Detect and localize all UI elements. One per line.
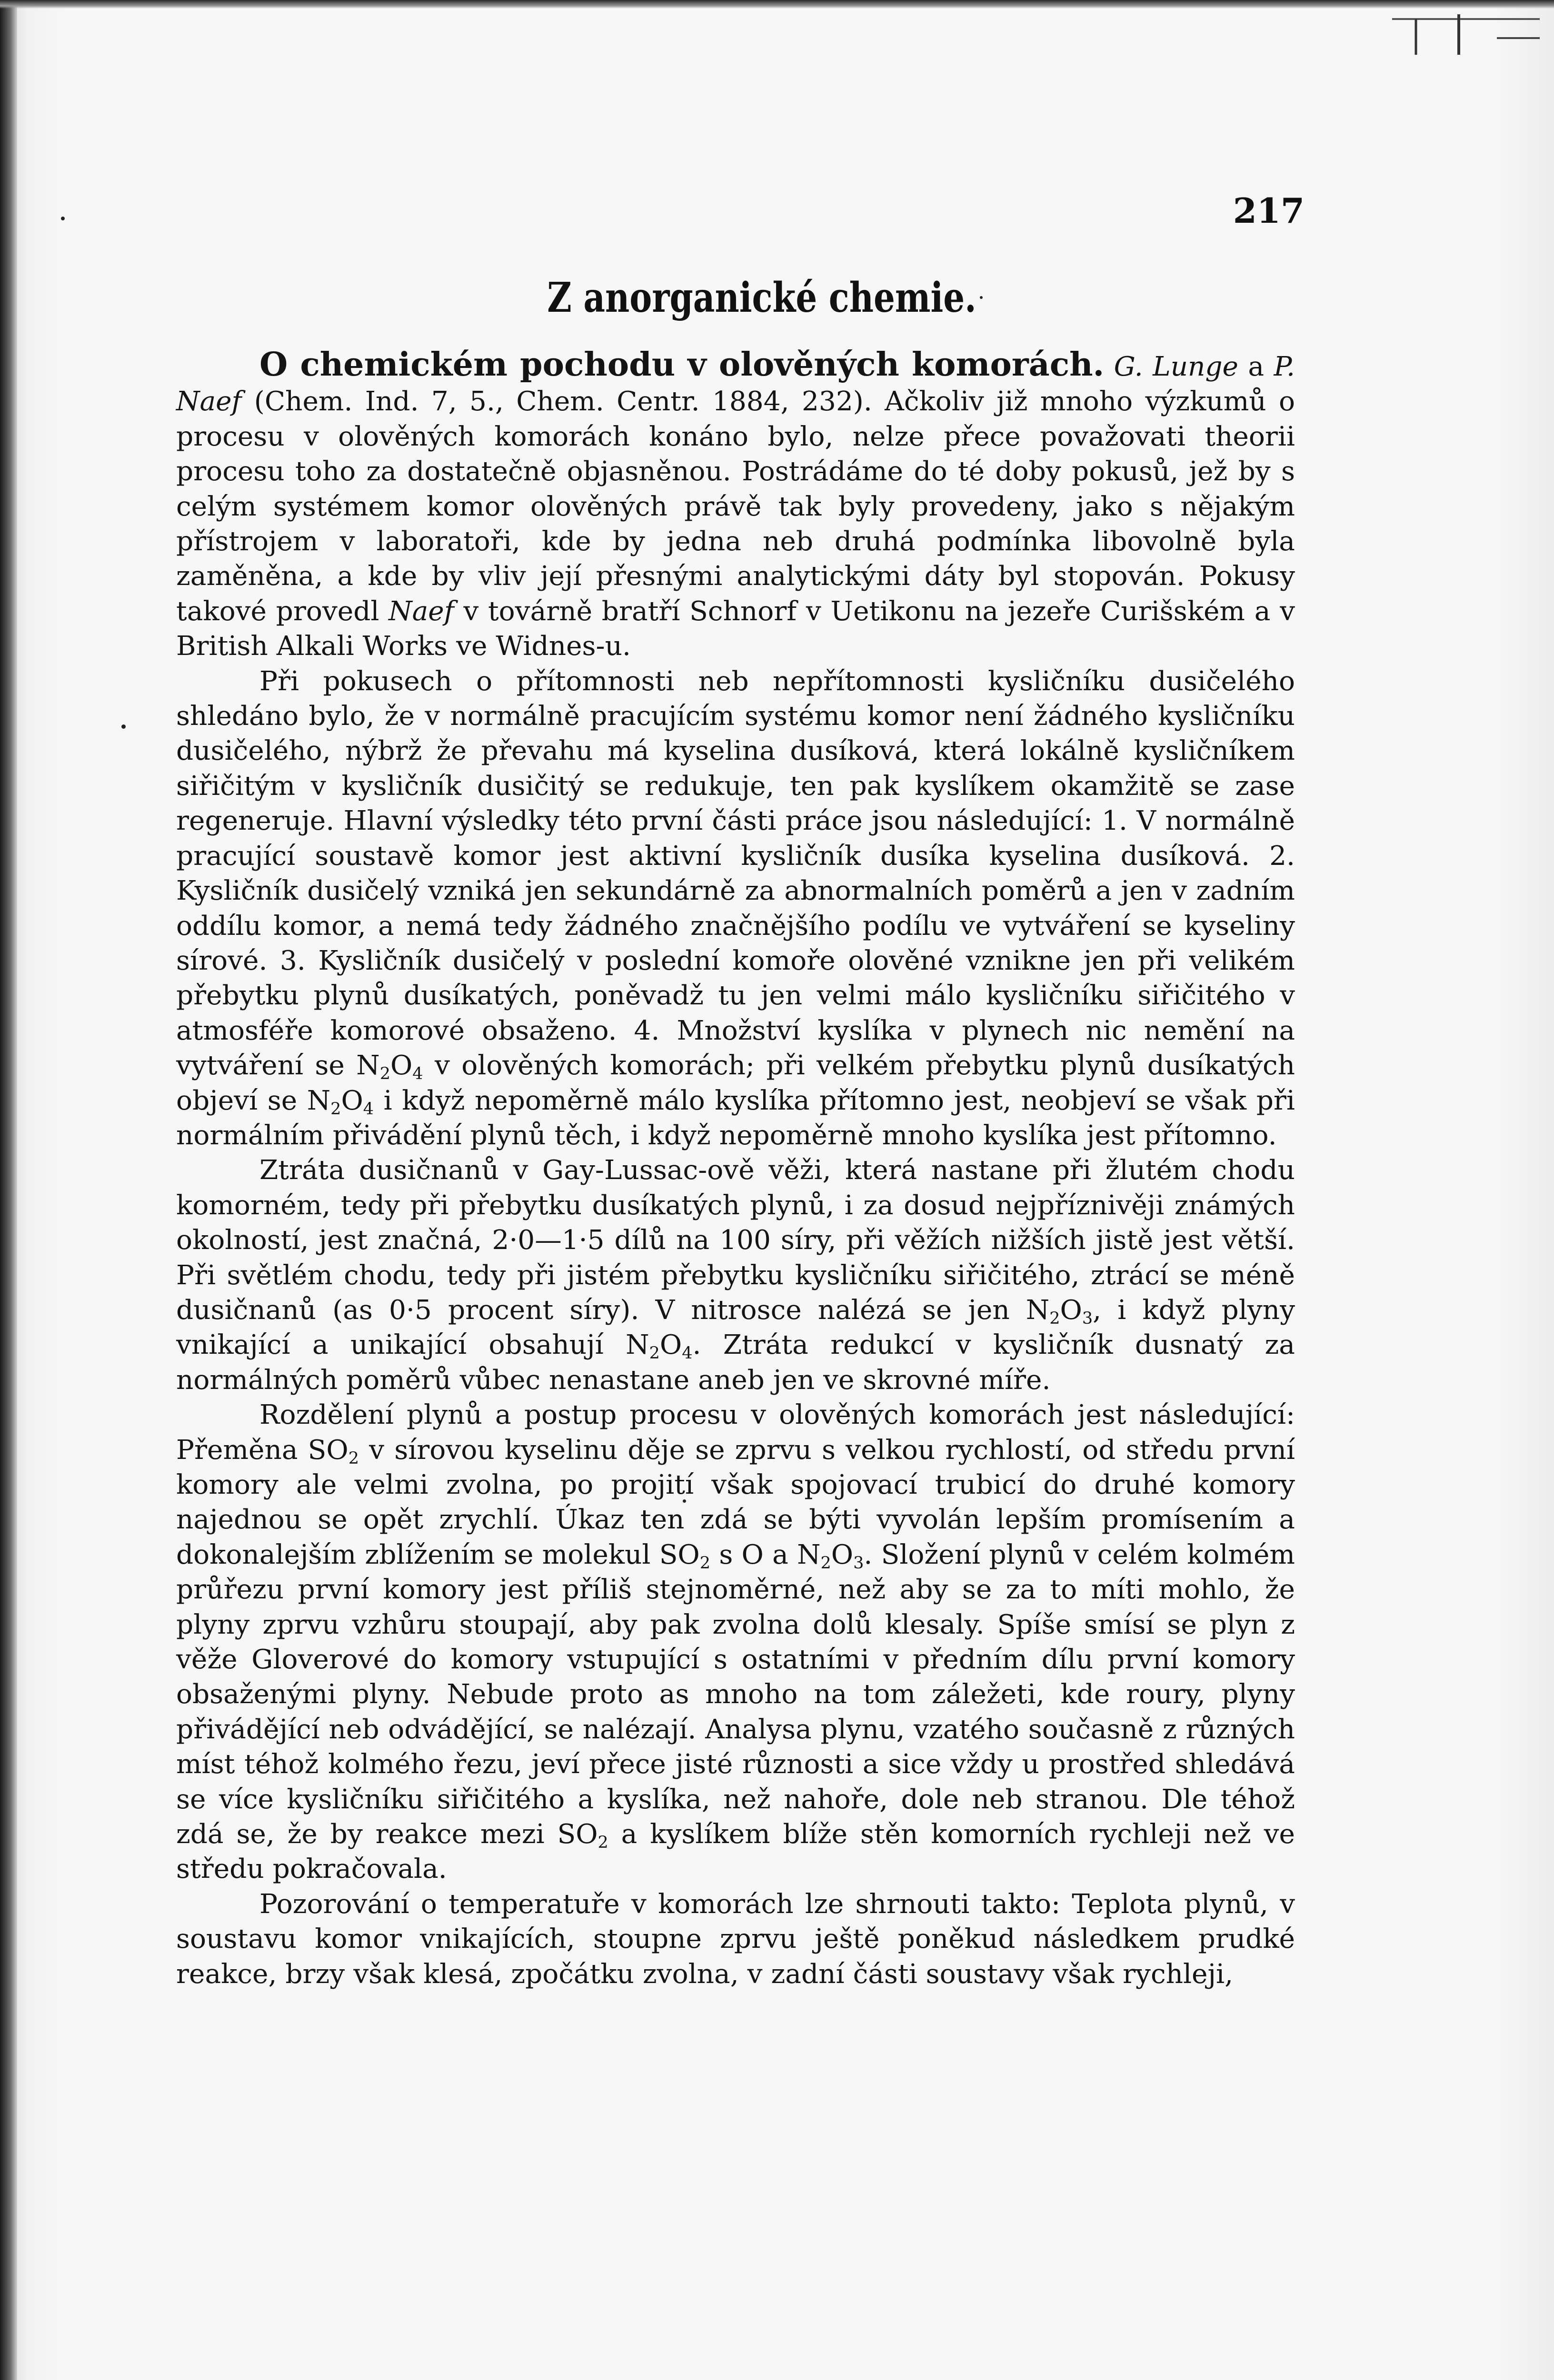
text-run: . Složení plynů v celém kolmém průřezu první komory jest příliš stejnoměrné, než aby se za to míti mohlo, že plyny zprvu vzhůru stoupají, aby pak zvolna dolů klesaly. Spíše smísí se plyn z věže Gloverové do komory vstupující s ostatními v předním dílu první komory obsaženými plyny. Nebude proto as mnoho na tom záležeti, kde roury, plyny přivádějící neb odvádějící, se nalézají. Analysa plynu, vzatého současně z různých míst téhož kolmého řezu, jeví přece jisté různosti a sice vždy u prostřed shledává se více kysličníku siřičitého a kyslíka, než nahoře, dole neb stranou. Dle téhož zdá se, že by reakce mezi SO: [176, 1539, 1295, 1850]
scan-speck: [61, 217, 65, 220]
scan-speck: [121, 724, 126, 729]
subscript: 4: [363, 1099, 374, 1119]
author-name: Naef: [388, 595, 454, 627]
subscript: 4: [412, 1063, 423, 1083]
text-run: v olověných komorách; při velkém přebytku plynů dusíkatých objeví se N: [176, 1050, 1295, 1116]
subscript: 4: [682, 1343, 693, 1363]
scan-left-edge: [0, 0, 17, 2380]
scan-top-edge: [0, 0, 1554, 9]
subscript: 3: [853, 1553, 864, 1573]
article-title: O chemickém pochodu v olověných komorách.: [259, 346, 1105, 384]
text-run: Pozorování o temperatuře v komorách lze shrnouti takto: Teplota plynů, v soustavu komor vnikajících, stoupne zprvu ještě poněkud následkem prudké reakce, brzy však klesá, zpočátku zvolna, v zadní části soustavy však rychleji,: [176, 1888, 1295, 1990]
subscript: 2: [1049, 1308, 1060, 1328]
conjunction: a: [1248, 351, 1265, 382]
author-name: G. Lunge: [1114, 351, 1238, 382]
subscript: 2: [699, 1553, 711, 1573]
subscript: 3: [1082, 1308, 1093, 1328]
text-run: Ztráta dusičnanů v Gay-Lussac-ově věži, která nastane při žlutém chodu komorném, tedy při přebytku dusíkatých plynů, i za dosud nejpříznivěji známých okolností, jest značná, 2·0—1·5 dílů na 100 síry, při věžích nižších jistě jest větší. Při světlém chodu, tedy při jistém přebytku kysličníku siřičitého, ztrácí se méně dusičnanů (as 0·5 procent síry). V nitrosce nalézá se jen N: [176, 1155, 1295, 1326]
paragraph: [176, 1887, 1295, 1992]
paragraph: [176, 347, 1295, 664]
text-run: a kyslíkem blíže stěn komorních rychleji než ve středu pokračovala.: [176, 1819, 1295, 1885]
subscript: 2: [348, 1448, 359, 1468]
text-run: . Ztráta redukcí v kysličník dusnatý za normálných poměrů vůbec nenastane aneb jen ve skrovné míře.: [176, 1329, 1295, 1396]
author-name: P. Naef: [176, 351, 1295, 417]
text-run: , i když plyny vnikající a unikající obsahují N: [176, 1294, 1295, 1361]
text-run: Ačkoliv již mnoho výzkumů o procesu v olověných komorách konáno bylo, nelze přece považovati theorii procesu toho za dostatečně objasněnou. Postrádáme do té doby pokusů, jež by s celým systémem komor olověných právě tak byly provedeny, jako s nějakým přístrojem v laboratoři, kde by jedna neb druhá podmínka libovolně byla zaměněna, a kde by vliv její přesnými analytickými dáty byl stopován. Pokusy takové provedl: [176, 386, 1295, 627]
paragraph: Při pokusech o přítomnosti neb nepřítomnosti kysličníku dusičelého shledáno bylo, že v normálně pracujícím systému komor není žádného kysličníku dusičelého, nýbrž že převahu má kyselina dusíková, která lokálně kysličníkem siřičitým v kysličník dusičitý se redukuje, ten pak kyslíkem okamžitě se zase regeneruje. Hlavní výsledky této první části práce jsou následující: 1. V normálně pracující soustavě komor jest aktivní kysličník dusíka kyselina dusíková. 2. Kysličník dusičelý vzniká jen sekundárně za abnormalních poměrů a jen v zadním oddílu komor, a nemá tedy žádného značnějšího podílu ve vytváření se kyseliny sírové. 3. Kysličník dusičelý v poslední komoře olověné vznikne jen při velikém přebytku plynů dusíkatých, poněvadž tu jen velmi málo kysličníku siřičitého v atmosféře komorové obsaženo. 4. Množství kyslíka v plynech nic nemění na vytváření se $N_2O_4$ v olověných komorách; při velkém přebytku plynů dusíkatých objeví se $N_2O_4$ i když nepoměrně málo kyslíka přítomno jest, neobjeví se však při normálním přivádění plynů těch, i když nepoměrně mnoho kyslíka jest přítomno.: [176, 665, 1295, 1151]
subscript: 2: [330, 1099, 341, 1119]
subscript: 2: [649, 1343, 660, 1363]
paragraph: Ztráta dusičnanů v Gay-Lussac-ově věži, která nastane při žlutém chodu komorném, tedy při přebytku dusíkatých plynů, i za dosud nejpříznivěji známých okolností, jest značná, 2·0—1·5 dílů na 100 síry, při věžích nižších jistě jest větší. Při světlém chodu, tedy při jistém přebytku kysličníku siřičitého, ztrácí se méně dusičnanů (as 0·5 procent síry). V nitrosce nalézá se jen $N_2O_3$, i když plyny vnikající a unikající obsahují $N_2O_4$. Ztráta redukcí v kysličník dusnatý za normálných poměrů vůbec nenastane aneb jen ve skrovné míře.: [176, 1155, 1295, 1396]
citation: (Chem. Ind. 7, 5., Chem. Centr. 1884, 232).: [254, 386, 872, 417]
subscript: 2: [598, 1832, 608, 1852]
article-body: [176, 347, 1295, 1992]
ruler-mark-icon: [1387, 10, 1544, 57]
paragraph: Rozdělení plynů a postup procesu v olověných komorách jest následující: Přeměna $SO_2$ v sírovou kyselinu děje se zprvu s velkou rychlostí, od středu první komory ale velmi zvolna, po projití však spojovací trubicí do druhé komory najednou se opět zrychlí. Úkaz ten zdá se býti vyvolán lepším promísením a dokonalejším zblížením se molekul $SO_2$ s O a $N_2O_3$. Složení plynů v celém kolmém průřezu první komory jest příliš stejnoměrné, než aby se za to míti mohlo, že plyny zprvu vzhůru stoupají, aby pak zvolna dolů klesaly. Spíše smísí se plyn z věže Gloverové do komory vstupující s ostatními v předním dílu první komory obsaženými plyny. Nebude proto as mnoho na tom záležeti, kde roury, plyny přivádějící neb odvádějící, se nalézají. Analysa plynu, vzatého současně z různých míst téhož kolmého řezu, jeví přece jisté různosti a sice vždy u prostřed shledává se více kysličníku siřičitého a kyslíka, než nahoře, dole neb stranou. Dle téhož zdá se, že by reakce mezi $SO_2$ a kyslíkem blíže stěn komorních rychleji než ve středu pokračovala.: [176, 1399, 1295, 1885]
text-run: s O a N: [719, 1539, 821, 1570]
subscript: 2: [379, 1063, 390, 1083]
subscript: 2: [820, 1553, 831, 1573]
text-run: Rozdělení plynů a postup procesu v olověných komorách jest následující: Přeměna SO: [176, 1399, 1295, 1466]
text-run: v sírovou kyselinu děje se zprvu s velkou rychlostí, od středu první komory ale velmi zvolna, po projití však spojovací trubicí do druhé komory najednou se opět zrychlí. Úkaz ten zdá se býti vyvolán lepším promísením a dokonalejším zblížením se molekul SO: [176, 1434, 1295, 1570]
section-title: Z anorganické chemie.: [547, 274, 976, 322]
page-number: 217: [1233, 190, 1305, 231]
text-run: i když nepoměrně málo kyslíka přítomno jest, neobjeví se však při normálním přivádění plynů těch, i když nepoměrně mnoho kyslíka jest přítomno.: [176, 1085, 1295, 1151]
text-run: v továrně bratří Schnorf v Uetikonu na jezeře Curišském a v British Alkali Works ve Widnes-u.: [176, 595, 1295, 662]
text-run: Při pokusech o přítomnosti neb nepřítomnosti kysličníku dusičelého shledáno bylo, že v normálně pracujícím systému komor není žádného kysličníku dusičelého, nýbrž že převahu má kyselina dusíková, která lokálně kysličníkem siřičitým v kysličník dusičitý se redukuje, ten pak kyslíkem okamžitě se zase regeneruje. Hlavní výsledky této první části práce jsou následující: 1. V normálně pracující soustavě komor jest aktivní kysličník dusíka kyselina dusíková. 2. Kysličník dusičelý vzniká jen sekundárně za abnormalních poměrů a jen v zadním oddílu komor, a nemá tedy žádného značnějšího podílu ve vytváření se kyseliny sírové. 3. Kysličník dusičelý v poslední komoře olověné vznikne jen při velikém přebytku plynů dusíkatých, poněvadž tu jen velmi málo kysličníku siřičitého v atmosféře komorové obsaženo. 4. Množství kyslíka v plynech nic nemění na vytváření se N: [176, 665, 1295, 1081]
